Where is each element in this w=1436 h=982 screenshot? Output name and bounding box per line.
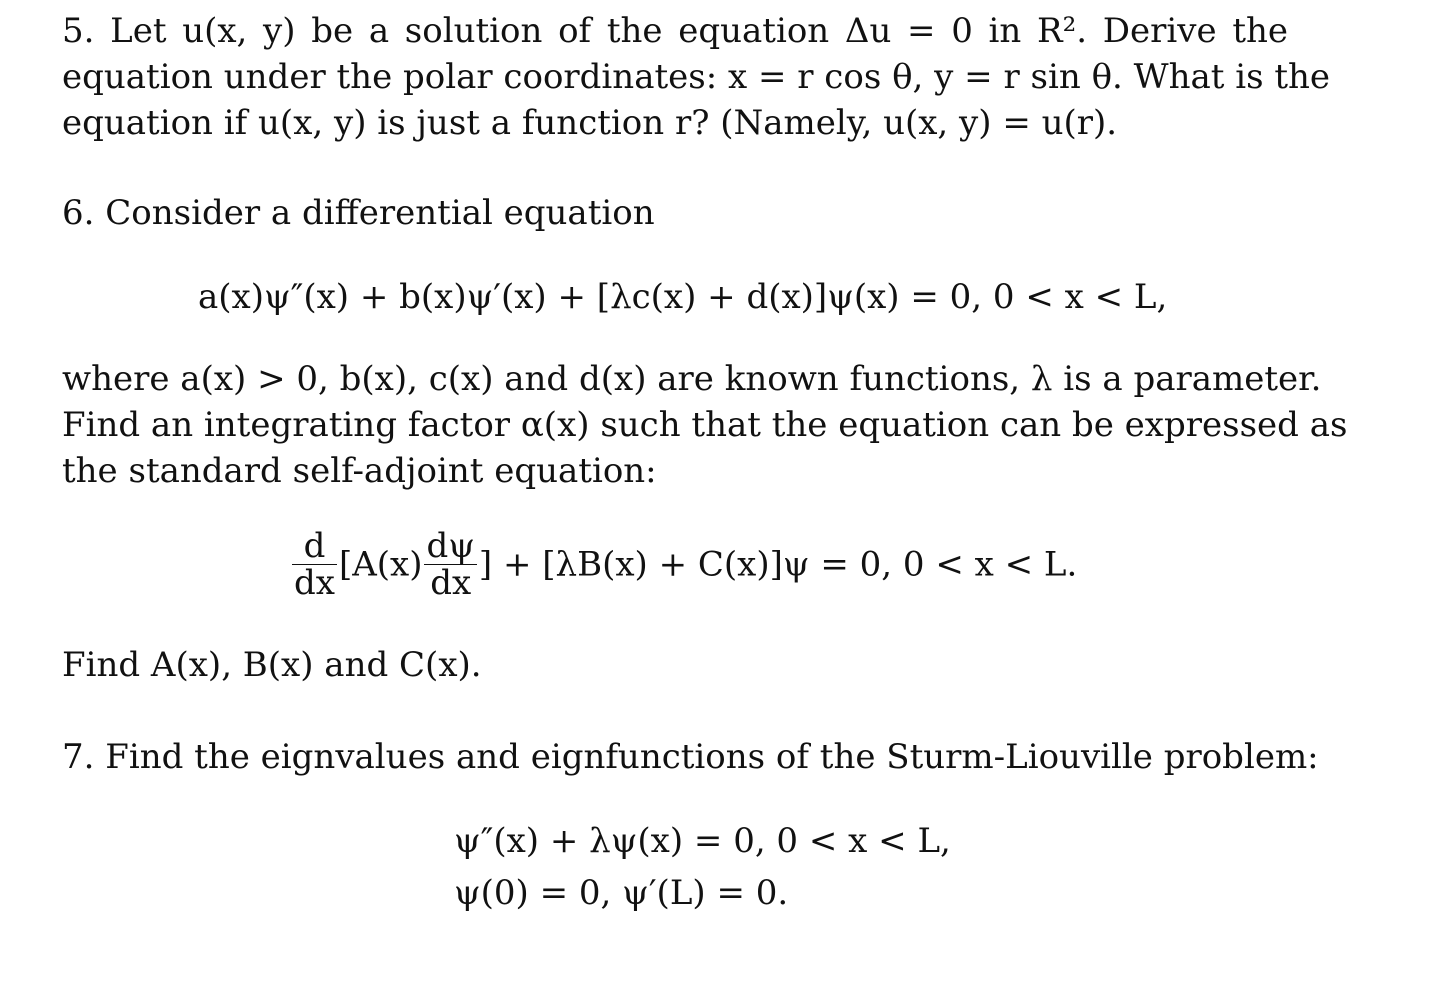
problem-5-line-3: equation if u(x, y) is just a function r? (Namely, u(x, y) = u(r).	[62, 103, 1118, 143]
problem-6-text-line-2: Find an integrating factor α(x) such that the equation can be expressed as	[62, 405, 1348, 445]
derivative-fraction-dpsi-dx	[424, 528, 476, 601]
self-adjoint-equation	[290, 528, 1077, 601]
problem-6-equation-1: a(x)ψ″(x) + b(x)ψ′(x) + [λc(x) + d(x)]ψ(x) = 0, 0 < x < L,	[198, 277, 1168, 317]
problem-6-text-line-3: the standard self-adjoint equation:	[62, 451, 657, 491]
problem-5-line-2: equation under the polar coordinates: x = r cos θ, y = r sin θ. What is the	[62, 57, 1331, 97]
frac-numerator: dψ	[426, 526, 475, 566]
problem-6-text-line-1: where a(x) > 0, b(x), c(x) and d(x) are known functions, λ is a parameter.	[62, 359, 1322, 399]
frac-denominator: dx	[430, 563, 472, 603]
sturm-liouville-equation-2: ψ(0) = 0, ψ′(L) = 0.	[454, 873, 789, 913]
sturm-liouville-equation-1: ψ″(x) + λψ(x) = 0, 0 < x < L,	[454, 821, 951, 861]
frac-denominator: dx	[294, 563, 335, 603]
derivative-fraction-d-dx	[292, 528, 337, 601]
problem-6-intro: 6. Consider a differential equation	[62, 193, 655, 233]
problem-7-intro: 7. Find the eignvalues and eignfunctions of the Sturm-Liouville problem:	[62, 737, 1319, 777]
problem-6-closing: Find A(x), B(x) and C(x).	[62, 645, 482, 685]
frac-numerator: d	[292, 528, 337, 565]
equation-part-b: ] + [λB(x) + C(x)]ψ = 0, 0 < x < L.	[478, 544, 1078, 585]
equation-part-a: [A(x)	[338, 544, 423, 585]
problem-5-line-1: 5. Let u(x, y) be a solution of the equation Δu = 0 in R². Derive the	[62, 11, 1288, 51]
